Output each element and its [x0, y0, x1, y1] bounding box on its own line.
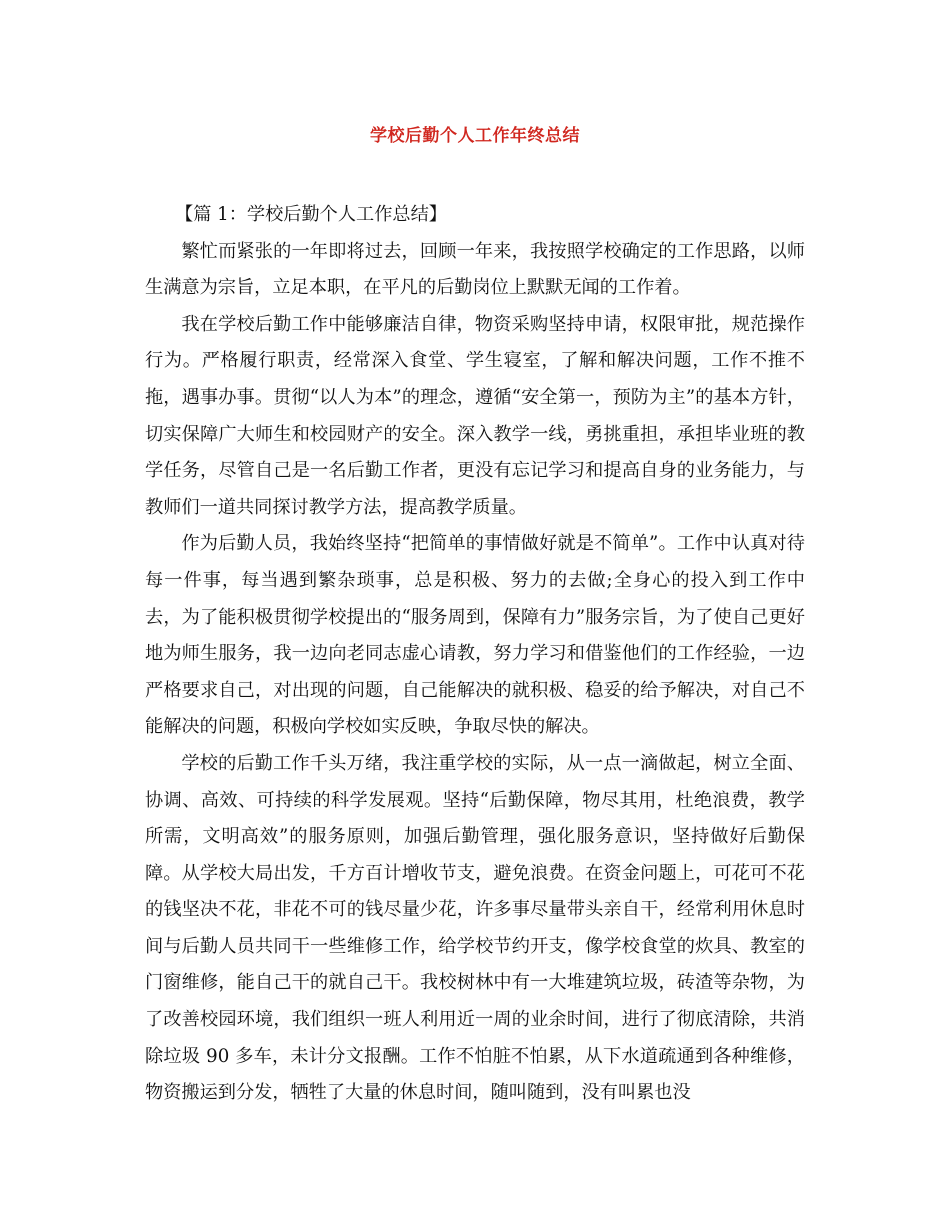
body-paragraph: 学校的后勤工作千头万绪，我注重学校的实际，从一点一滴做起，树立全面、协调、高效、可持续的科学发展观。坚持“后勤保障，物尽其用，杜绝浪费，教学所需，文明高效”的服务原则，加强后勤管理，强化服务意识，坚持做好后勤保障。从学校大局出发，千方百计增收节支，避免浪费。在资金问题上，可花可不花的钱坚决不花，非花不可的钱尽量少花，许多事尽量带头亲自干，经常利用休息时间与后勤人员共同干一些维修工作，给学校节约开支，像学校食堂的炊具、教室的门窗维修，能自己干的就自己干。我校树林中有一大堆建筑垃圾，砖渣等杂物，为了改善校园环境，我们组织一班人利用近一周的业余时间，进行了彻底清除，共消除垃圾 90 多车，未计分文报酬。工作不怕脏不怕累，从下水道疏通到各种维修，物资搬运到分发，牺牲了大量的休息时间，随叫随到，没有叫累也没 — [145, 752, 805, 1104]
document-body — [145, 197, 805, 1112]
body-paragraph: 我在学校后勤工作中能够廉洁自律，物资采购坚持申请，权限审批，规范操作行为。严格履行职责，经常深入食堂、学生寝室，了解和解决问题，工作不推不拖，遇事办事。贯彻“以人为本”的理念，遵循“安全第一，预防为主”的基本方针，切实保障广大师生和校园财产的安全。深入教学一线，勇挑重担，承担毕业班的教学任务，尽管自己是一名后勤工作者，更没有忘记学习和提高自身的业务能力，与教师们一道共同探讨教学方法，提高教学质量。 — [145, 313, 805, 518]
body-paragraph: 作为后勤人员，我始终坚持“把简单的事情做好就是不简单”。工作中认真对待每一件事，每当遇到繁杂琐事，总是积极、努力的去做;全身心的投入到工作中去，为了能积极贯彻学校提出的“服务周到，保障有力”服务宗旨，为了使自己更好地为师生服务，我一边向老同志虚心请教，努力学习和借鉴他们的工作经验，一边严格要求自己，对出现的问题，自己能解决的就积极、稳妥的给予解决，对自己不能解决的问题，积极向学校如实反映，争取尽快的解决。 — [145, 533, 805, 738]
section-heading: 【篇 1：学校后勤个人工作总结】 — [175, 204, 447, 225]
document-title: 学校后勤个人工作年终总结 — [370, 126, 580, 146]
body-paragraph: 繁忙而紧张的一年即将过去，回顾一年来，我按照学校确定的工作思路，以师生满意为宗旨，立足本职，在平凡的后勤岗位上默默无闻的工作着。 — [145, 240, 805, 299]
